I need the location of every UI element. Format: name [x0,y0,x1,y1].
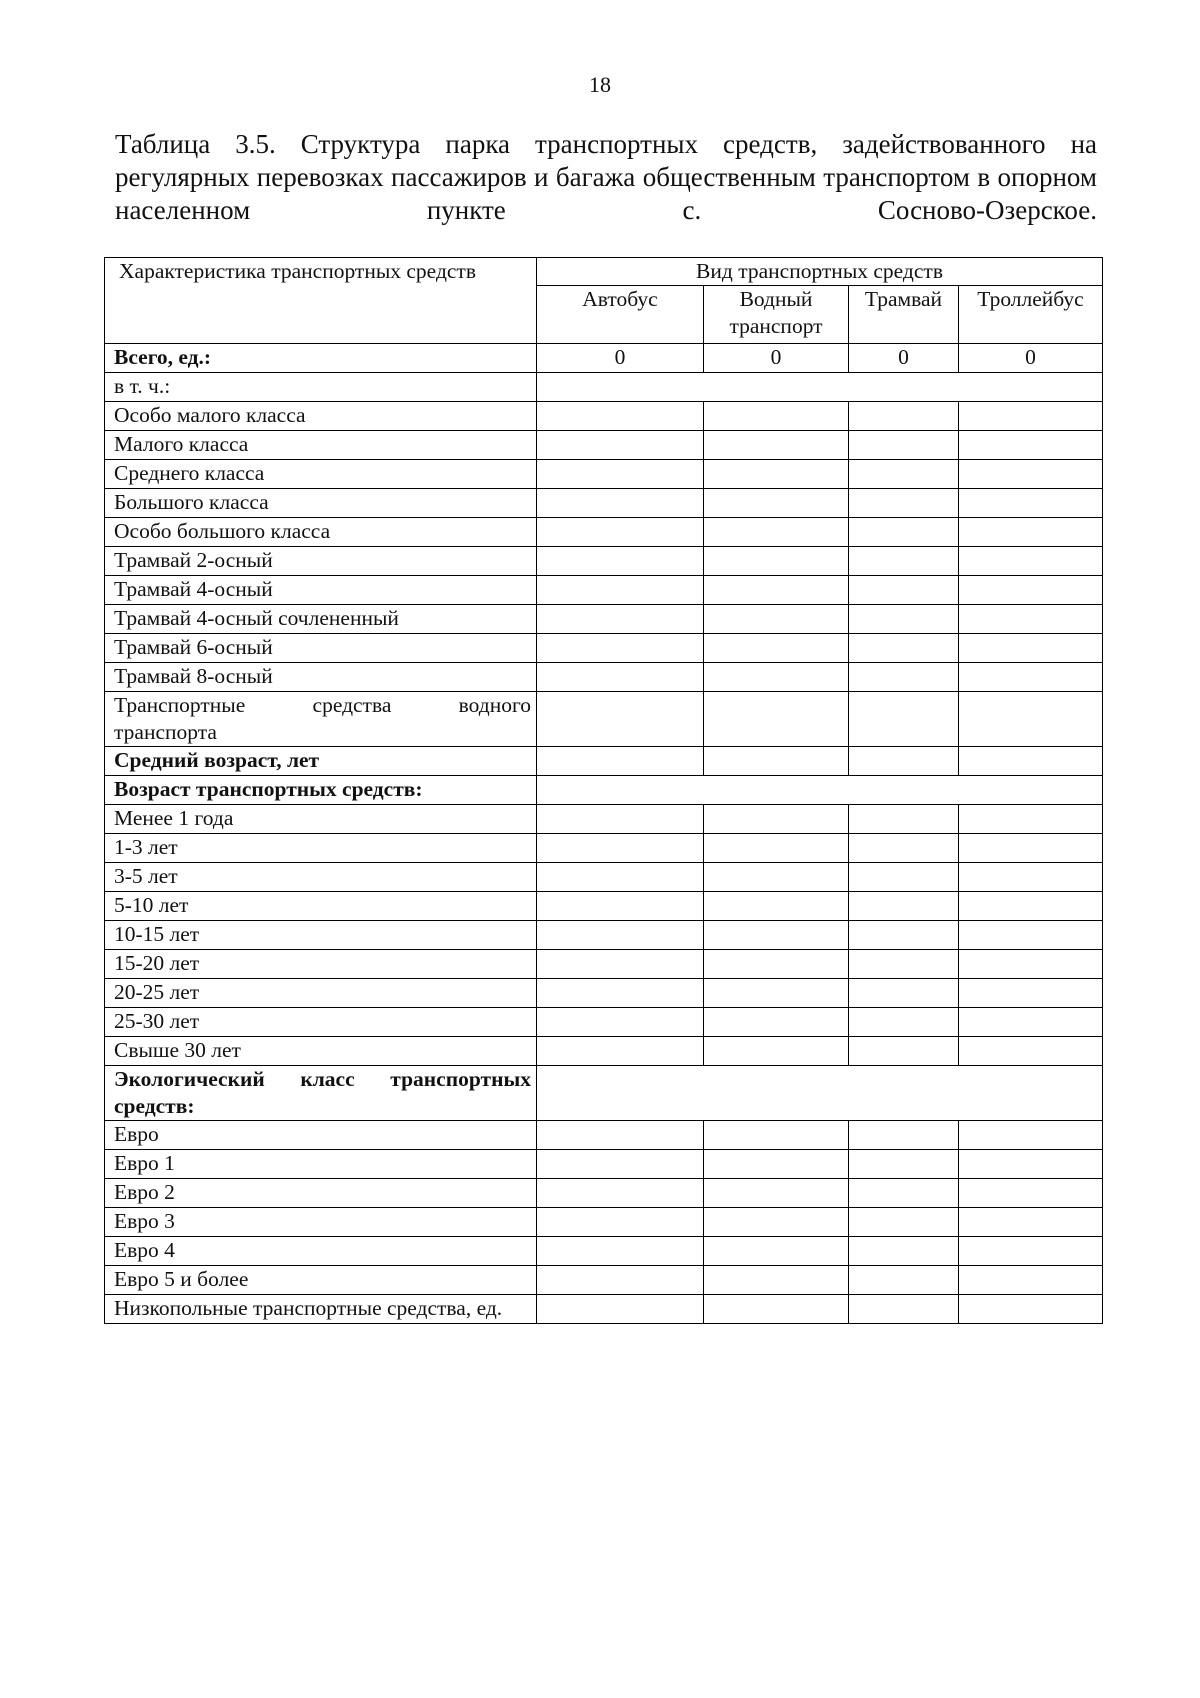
age-row-cell-0 [537,921,704,950]
age-row-cell-1 [704,979,849,1008]
header-water: Водный транспорт [704,286,849,344]
age-row-cell-1 [704,805,849,834]
class-row-cell-2 [849,605,959,634]
eco-row [105,1237,1103,1266]
class-row-cell-3 [959,489,1103,518]
water-transport-row-cell-1 [704,692,849,747]
eco-row [105,1208,1103,1237]
class-row-cell-0 [537,489,704,518]
age-row-label: Менее 1 года [105,805,537,834]
age-row [105,950,1103,979]
age-row-cell-0 [537,1008,704,1037]
age-row-cell-2 [849,1008,959,1037]
lowfloor-row-cell-3 [959,1295,1103,1324]
avg-age-row-cell-3 [959,747,1103,776]
class-row [105,402,1103,431]
eco-row-cell-3 [959,1121,1103,1150]
age-row [105,979,1103,1008]
class-row-cell-1 [704,518,849,547]
class-row-label: Трамвай 6-осный [105,634,537,663]
age-row [105,834,1103,863]
age-section-row-label: Возраст транспортных средств: [105,776,537,805]
avg-age-row-label: Средний возраст, лет [105,747,537,776]
eco-row-cell-0 [537,1208,704,1237]
class-row-cell-0 [537,402,704,431]
class-row-cell-2 [849,634,959,663]
eco-row-cell-2 [849,1121,959,1150]
eco-row-cell-0 [537,1179,704,1208]
age-row-cell-2 [849,1037,959,1066]
lowfloor-row [105,1295,1103,1324]
age-row-cell-2 [849,892,959,921]
class-row-label: Трамвай 8-осный [105,663,537,692]
header-tram: Трамвай [849,286,959,344]
age-row-cell-1 [704,892,849,921]
total-water: 0 [704,344,849,373]
class-row-cell-2 [849,402,959,431]
age-row-label: 25-30 лет [105,1008,537,1037]
age-row-cell-3 [959,892,1103,921]
class-row-cell-3 [959,605,1103,634]
water-transport-row-cell-2 [849,692,959,747]
age-row-cell-2 [849,950,959,979]
eco-row-cell-2 [849,1150,959,1179]
header-trolleybus: Троллейбус [959,286,1103,344]
class-row-cell-1 [704,402,849,431]
total-bus: 0 [537,344,704,373]
class-row-cell-2 [849,518,959,547]
water-transport-row-label [105,692,537,747]
age-row-cell-2 [849,805,959,834]
age-section-row [105,776,1103,805]
class-row-cell-3 [959,663,1103,692]
header-characteristic: Характеристика транспортных средств [105,258,537,344]
age-row-cell-2 [849,834,959,863]
page-number: 18 [589,72,611,97]
age-row-label: 3-5 лет [105,863,537,892]
total-row [105,344,1103,373]
age-row-label: 10-15 лет [105,921,537,950]
age-row-label: 15-20 лет [105,950,537,979]
age-row-label: 5-10 лет [105,892,537,921]
age-row-cell-2 [849,979,959,1008]
class-row-cell-3 [959,518,1103,547]
class-row [105,576,1103,605]
class-row-cell-3 [959,460,1103,489]
age-section-row-empty [537,776,1103,805]
age-row-cell-2 [849,863,959,892]
lowfloor-row-cell-0 [537,1295,704,1324]
age-row-label: Свыше 30 лет [105,1037,537,1066]
age-row-cell-1 [704,834,849,863]
eco-section-row-line2: средств: [114,1094,195,1118]
age-row-cell-1 [704,863,849,892]
water-transport-row [105,692,1103,747]
age-row [105,805,1103,834]
class-row [105,663,1103,692]
age-row [105,921,1103,950]
age-row-cell-1 [704,1037,849,1066]
class-row-cell-3 [959,547,1103,576]
eco-row-cell-2 [849,1266,959,1295]
eco-row-cell-3 [959,1237,1103,1266]
class-row-cell-3 [959,634,1103,663]
age-row-cell-0 [537,863,704,892]
eco-row-cell-3 [959,1208,1103,1237]
class-row-cell-1 [704,576,849,605]
eco-row [105,1179,1103,1208]
lowfloor-row-label: Низкопольные транспортные средства, ед. [105,1295,537,1324]
class-row-cell-2 [849,489,959,518]
age-row-label: 1-3 лет [105,834,537,863]
class-row-cell-2 [849,576,959,605]
table-caption: Таблица 3.5. Структура парка транспортных средств, задействованного на регулярных перевозках пассажиров и багажа общественным транспортом в опорном населенном пункте с. Сосново-Озерское. [115,129,1097,225]
total-label: Всего, ед.: [105,344,537,373]
eco-row-cell-1 [704,1266,849,1295]
header-bus: Автобус [537,286,704,344]
class-row-cell-1 [704,460,849,489]
class-row-label: Трамвай 4-осный [105,576,537,605]
water-transport-row-line1: Транспортные средства водного [114,693,531,717]
age-row-cell-0 [537,834,704,863]
eco-section-row-empty [537,1066,1103,1121]
age-row-cell-0 [537,805,704,834]
water-transport-row-cell-0 [537,692,704,747]
total-tram: 0 [849,344,959,373]
class-row-cell-2 [849,431,959,460]
class-row-cell-0 [537,663,704,692]
class-row-cell-0 [537,547,704,576]
class-row-cell-2 [849,663,959,692]
age-row-cell-3 [959,1037,1103,1066]
eco-section-row-line1: Экологический класс транспортных [114,1067,531,1091]
water-transport-row-line2: транспорта [114,720,217,744]
eco-section-row [105,1066,1103,1121]
eco-row-cell-2 [849,1237,959,1266]
age-row-cell-1 [704,1008,849,1037]
eco-row-cell-3 [959,1179,1103,1208]
age-row-cell-3 [959,950,1103,979]
avg-age-row-cell-2 [849,747,959,776]
age-row [105,892,1103,921]
class-row-cell-0 [537,634,704,663]
eco-row-cell-1 [704,1208,849,1237]
class-row [105,605,1103,634]
class-row-cell-2 [849,460,959,489]
class-row-label: Среднего класса [105,460,537,489]
class-row-cell-0 [537,431,704,460]
class-row-cell-1 [704,634,849,663]
eco-row-cell-1 [704,1179,849,1208]
class-row-cell-0 [537,460,704,489]
class-row-cell-1 [704,663,849,692]
age-row [105,1037,1103,1066]
age-row-cell-3 [959,834,1103,863]
water-transport-row-cell-3 [959,692,1103,747]
age-row-cell-3 [959,863,1103,892]
eco-row [105,1121,1103,1150]
class-row [105,634,1103,663]
eco-row-label: Евро 2 [105,1179,537,1208]
eco-row-cell-3 [959,1266,1103,1295]
incl-label: в т. ч.: [105,373,537,402]
class-row-cell-1 [704,605,849,634]
vehicle-fleet-table [104,257,1103,1324]
class-row [105,489,1103,518]
class-row [105,547,1103,576]
eco-row-label: Евро [105,1121,537,1150]
age-row-cell-3 [959,979,1103,1008]
class-row [105,460,1103,489]
eco-row-cell-1 [704,1237,849,1266]
class-row-label: Особо большого класса [105,518,537,547]
eco-row-cell-2 [849,1179,959,1208]
eco-row-cell-1 [704,1150,849,1179]
class-row [105,518,1103,547]
incl-empty [537,373,1103,402]
eco-row-label: Евро 1 [105,1150,537,1179]
class-row-cell-3 [959,402,1103,431]
age-row-label: 20-25 лет [105,979,537,1008]
class-row-cell-3 [959,431,1103,460]
class-row-cell-1 [704,489,849,518]
avg-age-row [105,747,1103,776]
class-row-label: Трамвай 4-осный сочлененный [105,605,537,634]
total-trolleybus: 0 [959,344,1103,373]
eco-row-cell-0 [537,1121,704,1150]
eco-section-row-label [105,1066,537,1121]
age-row-cell-2 [849,921,959,950]
class-row-label: Особо малого класса [105,402,537,431]
class-row-cell-0 [537,576,704,605]
class-row-label: Большого класса [105,489,537,518]
header-row-1 [105,258,1103,286]
age-row [105,863,1103,892]
age-row-cell-1 [704,950,849,979]
lowfloor-row-cell-1 [704,1295,849,1324]
incl-row [105,373,1103,402]
class-row-cell-3 [959,576,1103,605]
age-row-cell-0 [537,950,704,979]
eco-row-label: Евро 5 и более [105,1266,537,1295]
class-row-cell-1 [704,431,849,460]
eco-row-label: Евро 4 [105,1237,537,1266]
class-row-cell-2 [849,547,959,576]
eco-row-cell-1 [704,1121,849,1150]
class-row-cell-0 [537,518,704,547]
eco-row-cell-0 [537,1150,704,1179]
age-row-cell-1 [704,921,849,950]
age-row-cell-3 [959,921,1103,950]
lowfloor-row-cell-2 [849,1295,959,1324]
eco-row-cell-2 [849,1208,959,1237]
header-vehicle-type: Вид транспортных средств [537,258,1103,286]
class-row-cell-1 [704,547,849,576]
class-row-label: Малого класса [105,431,537,460]
class-row-cell-0 [537,605,704,634]
age-row-cell-0 [537,979,704,1008]
class-row [105,431,1103,460]
age-row-cell-3 [959,805,1103,834]
eco-row-cell-3 [959,1150,1103,1179]
class-row-label: Трамвай 2-осный [105,547,537,576]
eco-row-label: Евро 3 [105,1208,537,1237]
avg-age-row-cell-1 [704,747,849,776]
eco-row-cell-0 [537,1237,704,1266]
age-row-cell-0 [537,1037,704,1066]
eco-row [105,1150,1103,1179]
eco-row-cell-0 [537,1266,704,1295]
avg-age-row-cell-0 [537,747,704,776]
age-row [105,1008,1103,1037]
age-row-cell-3 [959,1008,1103,1037]
eco-row [105,1266,1103,1295]
age-row-cell-0 [537,892,704,921]
